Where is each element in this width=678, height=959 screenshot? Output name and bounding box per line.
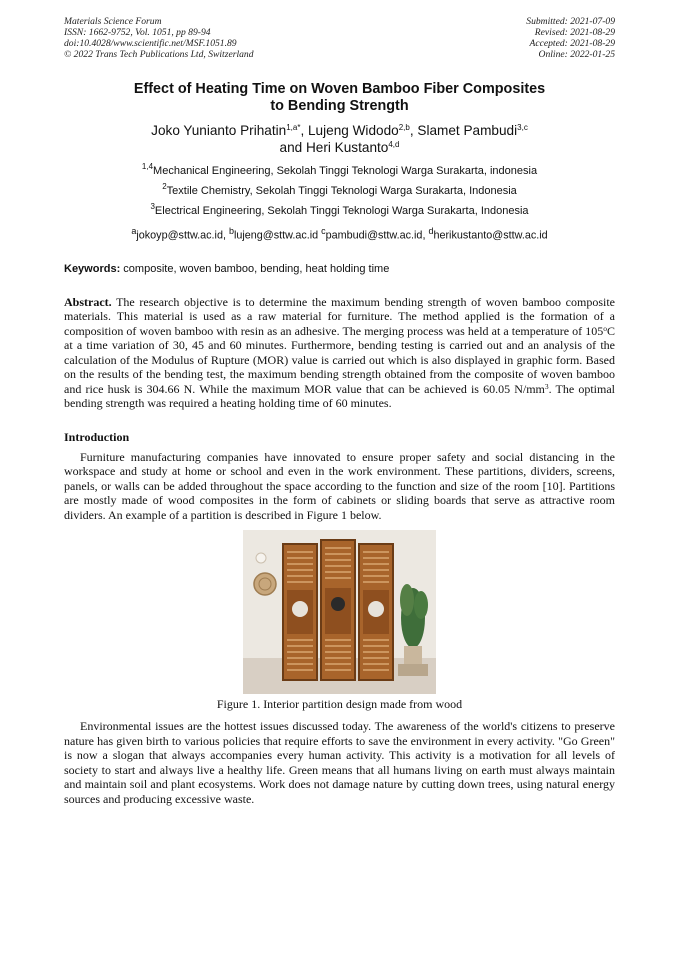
affiliation-mark: 3 [150,202,155,211]
keywords [64,263,615,276]
journal-copyright: © 2022 Trans Tech Publications Ltd, Switzerland [64,49,254,60]
abstract-text: The research objective is to determine the maximum bending strength of woven bamboo composite materials. This material is used as a raw material for furniture. The method applied is the formation of a composition of woven bamboo with resin as an adhesive. The merging process was held at a temperature of 105 [64,294,615,338]
journal-header [64,16,615,60]
paper-title [64,81,615,115]
partition-photo [243,530,436,694]
email-address: pambudi@sttw.ac.id, [325,229,429,242]
introduction-heading: Introduction [64,429,130,444]
email-mark: d [428,226,434,236]
author-name: Joko Yunianto Prihatin [151,123,287,138]
author-affiliation-mark: 3,c [517,123,528,132]
affiliation-mark: 1,4 [141,162,154,171]
abstract [64,295,615,411]
title-line-1: Effect of Heating Time on Woven Bamboo Fiber Composites [133,81,546,97]
degree-mark: o [603,323,607,333]
author-affiliation-mark: 1,a* [286,123,301,132]
authors-line-1: Joko Yunianto Prihatin$^{1,a*}$, Lujeng Widodo$^{2,b}$, Slamet Pambudi$^{3,c}$ [151,123,528,138]
journal-info [64,16,254,60]
email-mark: b [228,226,234,236]
author-name: Slamet Pambudi [417,123,518,138]
figure-1-image [243,530,436,694]
author-name: Lujeng Widodo [308,123,399,138]
journal-issn: ISSN: 1662-9752, Vol. 1051, pp 89-94 [64,27,211,38]
abstract-text: C at a time variation of 30, 45 and 60 minutes. Furthermore, bending testing is carried out and an analysis of the calculation of the Modulus of Rupture (MOR) value is carried out which is also displayed in graphic form. Based on the results of the bending test, the maximum bending strength obtained from the composite of woven bamboo and rice husk is 304.66 N. While the maximum MOR value that can be achieved is 60.05 N/mm [64,323,615,396]
author-list [64,122,615,156]
abstract-text: . The optimal bending strength was required a heating holding time of 60 minutes. [64,381,616,411]
affiliation-text: Electrical Engineering, Sekolah Tinggi Teknologi Warga Surakarta, Indonesia [154,205,529,217]
affiliation-text: Mechanical Engineering, Sekolah Tinggi Teknologi Warga Surakarta, indonesia [153,165,538,177]
journal-name: Materials Science Forum [64,16,162,27]
authors-line-2 [64,139,615,156]
paper-page [64,16,615,806]
email-address: herikustanto@sttw.ac.id [433,229,548,242]
affiliation-mark: 2 [162,182,167,191]
author-affiliation-mark: 2,b [398,123,410,132]
accepted-date: Accepted: 2021-08-29 [529,38,615,49]
journal-doi: doi:10.4028/www.scientific.net/MSF.1051.89 [64,38,237,49]
email-mark: a [131,226,137,236]
author-emails [64,225,615,243]
unit-exponent: 3 [544,381,549,391]
introduction-paragraph: Furniture manufacturing companies have innovated to ensure proper safety and social distancing in the workspace and study at home or school and even in the work environment. These partitions, dividers, screens, panels, or walls can be added throughout the space according to the function and size of the room [10]. Partitions are mostly made of wood composites in the form of cabinets or sliding boards that serve as attractive room dividers. An example of a partition is described in Figure 1 below. [64,449,615,522]
keywords-label: Keywords: [64,262,121,275]
author-name: Heri Kustanto [305,140,389,155]
title-line-2: to Bending Strength [270,98,409,114]
email-address: jokoyp@sttw.ac.id, [136,229,229,242]
keywords-text: composite, woven bamboo, bending, heat holding time [120,262,390,275]
figure-1-caption: Figure 1. Interior partition design made from wood [216,697,463,712]
submitted-date: Submitted: 2021-07-09 [526,16,615,27]
email-address: lujeng@sttw.ac.id [233,229,322,242]
revised-date: Revised: 2021-08-29 [534,27,615,38]
affiliation [64,182,615,198]
author-conjunction: and [279,140,303,155]
abstract-label: Abstract. [64,294,112,309]
introduction-paragraph: Environmental issues are the hottest issues discussed today. The awareness of the world's citizens to preserve nature has given birth to various policies that require efforts to save the environment in every activity. "Go Green" is now a slogan that always accompanies every human activity. This activity is a motivation for all levels of society to start and always live a healthy life. Green means that all humans living on earth must always maintain and maintain soil and plant ecosystems. Work does not damage nature by cutting down trees, using natural energy sources and producing excessive waste. [64,719,615,806]
submission-dates [526,16,615,60]
affiliation [64,202,615,218]
online-date: Online: 2022-01-25 [538,49,615,60]
affiliation-text: Textile Chemistry, Sekolah Tinggi Teknologi Warga Surakarta, Indonesia [166,185,517,197]
email-mark: c [321,226,326,236]
affiliation [64,162,615,178]
author-affiliation-mark: 4,d [388,140,400,149]
